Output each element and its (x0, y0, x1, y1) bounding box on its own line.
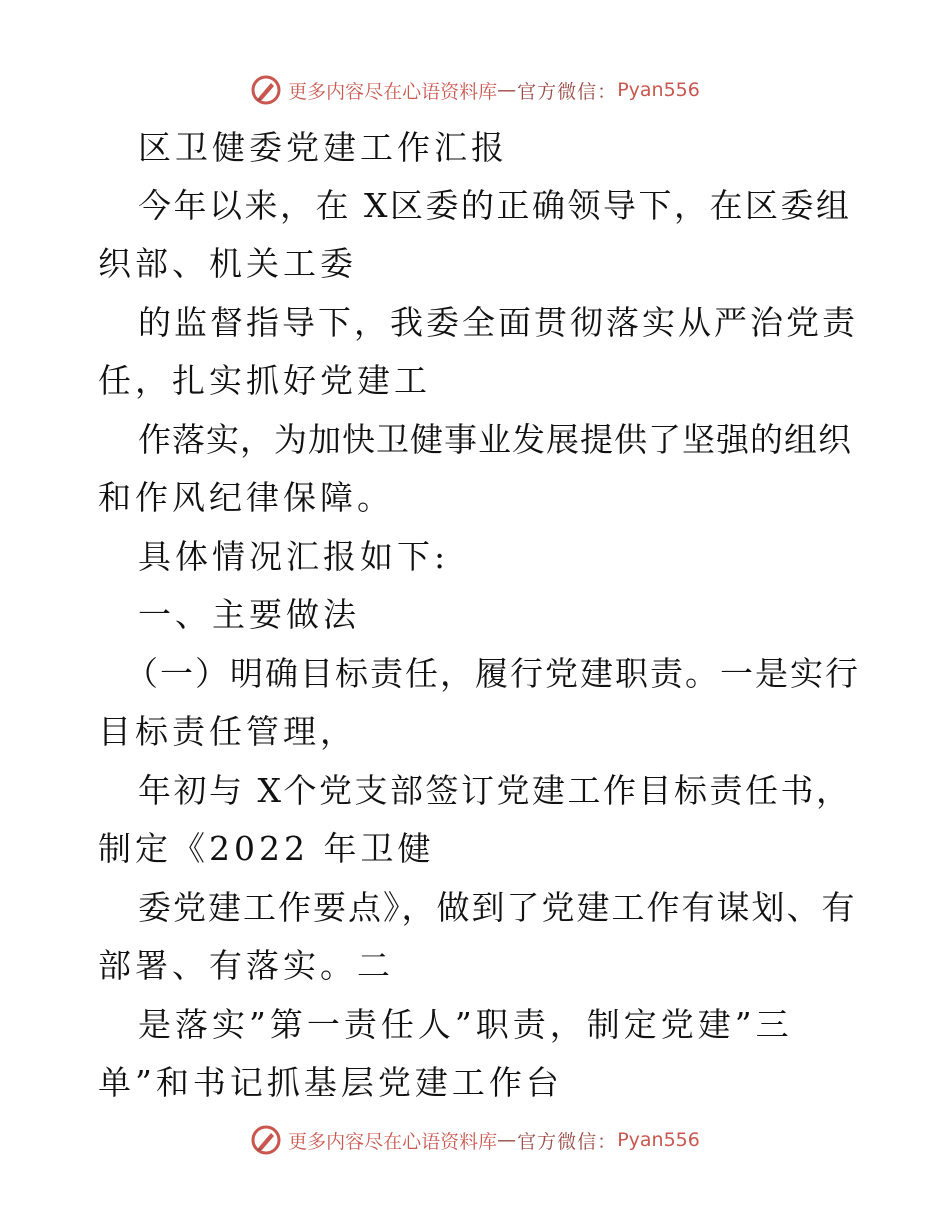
paragraph-line: 和作风纪律保障。 (98, 478, 394, 517)
paragraph-line: 年初与 X个党支部签订党建工作目标责任书， (138, 771, 852, 810)
paragraph-line: 今年以来，在 X区委的正确领导下，在区委组 (138, 186, 852, 225)
section-heading: 一、主要做法 (138, 595, 360, 634)
watermark-sub-text: 官方微信： (517, 80, 618, 103)
watermark-wechat-id: Pyan556 (617, 79, 700, 101)
paragraph-line: 的监督指导下，我委全面贯彻落实从严治党责 (138, 303, 858, 342)
watermark-wechat-id: Pyan556 (617, 1129, 700, 1151)
pen-logo-icon (250, 1124, 282, 1156)
paragraph-line: 具体情况汇报如下: (138, 537, 450, 576)
paragraph-line: 部署、有落实。二 (98, 946, 394, 985)
paragraph-line: 任，扎实抓好党建工 (98, 361, 431, 400)
paragraph-line: 作落实，为加快卫健事业发展提供了坚强的组织 (138, 420, 852, 459)
watermark-sub-text: 官方微信： (517, 1130, 618, 1153)
paragraph-line: 单”和书记抓基层党建工作台 (98, 1063, 563, 1102)
document-title: 区卫健委党建工作汇报 (138, 128, 508, 167)
watermark-separator: — (497, 1129, 518, 1151)
paragraph-line: 目标责任管理， (98, 712, 357, 751)
watermark-footer (0, 1120, 950, 1160)
paragraph-line: 是落实”第一责任人”职责，制定党建”三 (138, 1005, 793, 1044)
paragraph-line: 委党建工作要点》，做到了党建工作有谋划、有 (138, 888, 857, 927)
paragraph-line: 织部、机关工委 (98, 244, 357, 283)
watermark-header (0, 70, 950, 110)
pen-logo-icon (250, 74, 282, 106)
watermark-main-text: 更多内容尽在心语资料库 (288, 1130, 498, 1153)
paragraph-line: （一）明确目标责任，履行党建职责。一是实行 (125, 654, 860, 693)
watermark-main-text: 更多内容尽在心语资料库 (288, 80, 498, 103)
watermark-separator: — (497, 79, 518, 101)
paragraph-line: 制定《2022 年卫健 (98, 829, 435, 868)
